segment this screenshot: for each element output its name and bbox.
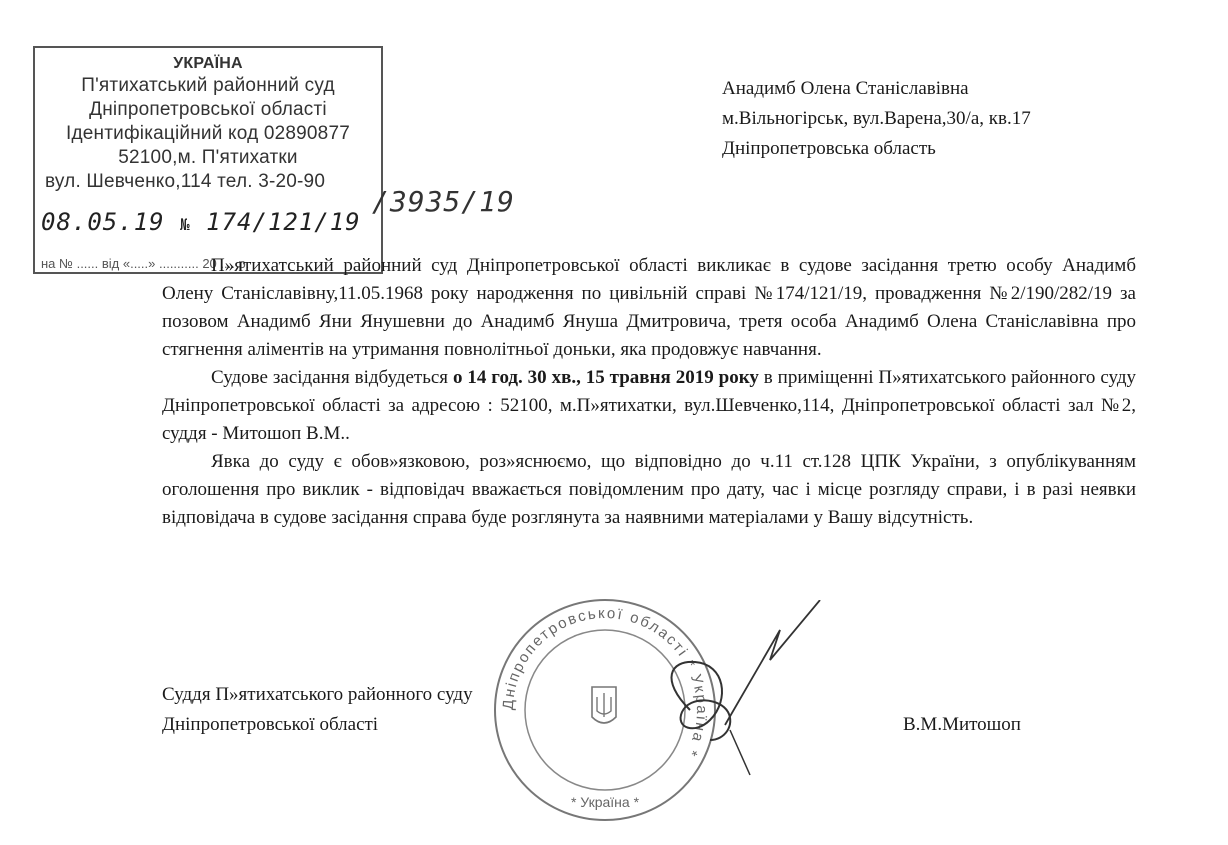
addressee-address: м.Вільногірськ, вул.Варена,30/а, кв.17: [722, 108, 1031, 129]
signature-title: [162, 680, 473, 740]
stamp-country: УКРАЇНА: [173, 55, 243, 72]
paragraph-attendance: Явка до суду є обов»язковою, роз»яснюємо, що відповідно до ч.11 ст.128 ЦПК України, з опублікуванням оголошення про виклик - відповідач вважається повідомленим про дату, час і місце розгляду справи, і в разі неявки відповідача в судове засідання справа буде розглянута за наявними матеріалами у Вашу відсутність.: [162, 451, 1136, 528]
stamp-street: вул. Шевченко,114 тел. 3-20-90: [45, 171, 326, 192]
judge-name: В.М.Митошоп: [903, 714, 1021, 735]
stamp-court-name: П'ятихатський районний суд: [81, 75, 335, 96]
hearing-datetime: о 14 год. 30 хв., 15 травня 2019 року: [452, 367, 759, 388]
judge-signature: [630, 600, 830, 780]
paragraph-hearing: [162, 364, 1136, 448]
seal-ring-text: Дніпропетровської області * Україна *: [499, 604, 711, 761]
addressee-region: Дніпропетровська область: [722, 138, 936, 159]
stamp-region: Дніпропетровської області: [89, 99, 327, 120]
handwritten-number-tail: /3935/19: [372, 185, 515, 218]
handwritten-number: 174/121/19: [206, 208, 361, 236]
seal-bottom-text: * Україна *: [570, 794, 640, 810]
hearing-location: в приміщенні П»ятихатського районного суду Дніпропетровської області за адресою : 52100, м.П»ятихатки, вул.Шевченко,114, Дніпропетровської області зал №2, суддя - Митошоп В.М..: [162, 367, 1136, 444]
signature-title-line1: Суддя П»ятихатського районного суду: [162, 684, 473, 705]
number-sign: №: [180, 215, 191, 234]
registration-stamp: [33, 46, 383, 274]
paragraph-summons: П»ятихатський районний суд Дніпропетровської області викликає в судове засідання третю особу Анадимб Олену Станіславівну,11.05.1968 року народження по цивільній справі №174/121/19, провадження №2/190/282/19 за позовом Анадимб Яни Янушевни до Анадимб Януша Дмитровича, третя особа Анадимб Олена Станіславівна про стягнення аліментів на утримання повнолітньої доньки, яка продовжує навчання.: [162, 255, 1136, 360]
stamp-postal: 52100,м. П'ятихатки: [118, 147, 298, 168]
addressee-name: Анадимб Олена Станіславівна: [722, 78, 969, 99]
signature-title-line2: Дніпропетровської області: [162, 714, 379, 735]
stamp-registration-row: [41, 208, 361, 236]
trident-icon: [592, 687, 616, 723]
handwritten-date: 08.05.19: [41, 208, 165, 236]
hearing-intro: Судове засідання відбудеться: [211, 367, 453, 388]
addressee-block: [722, 74, 1031, 164]
letter-body: [162, 252, 1136, 532]
stamp-reply-line: на № ...... від «.....» ........... 20 .... р.: [41, 256, 250, 271]
stamp-id-code: Ідентифікаційний код 02890877: [66, 123, 350, 144]
